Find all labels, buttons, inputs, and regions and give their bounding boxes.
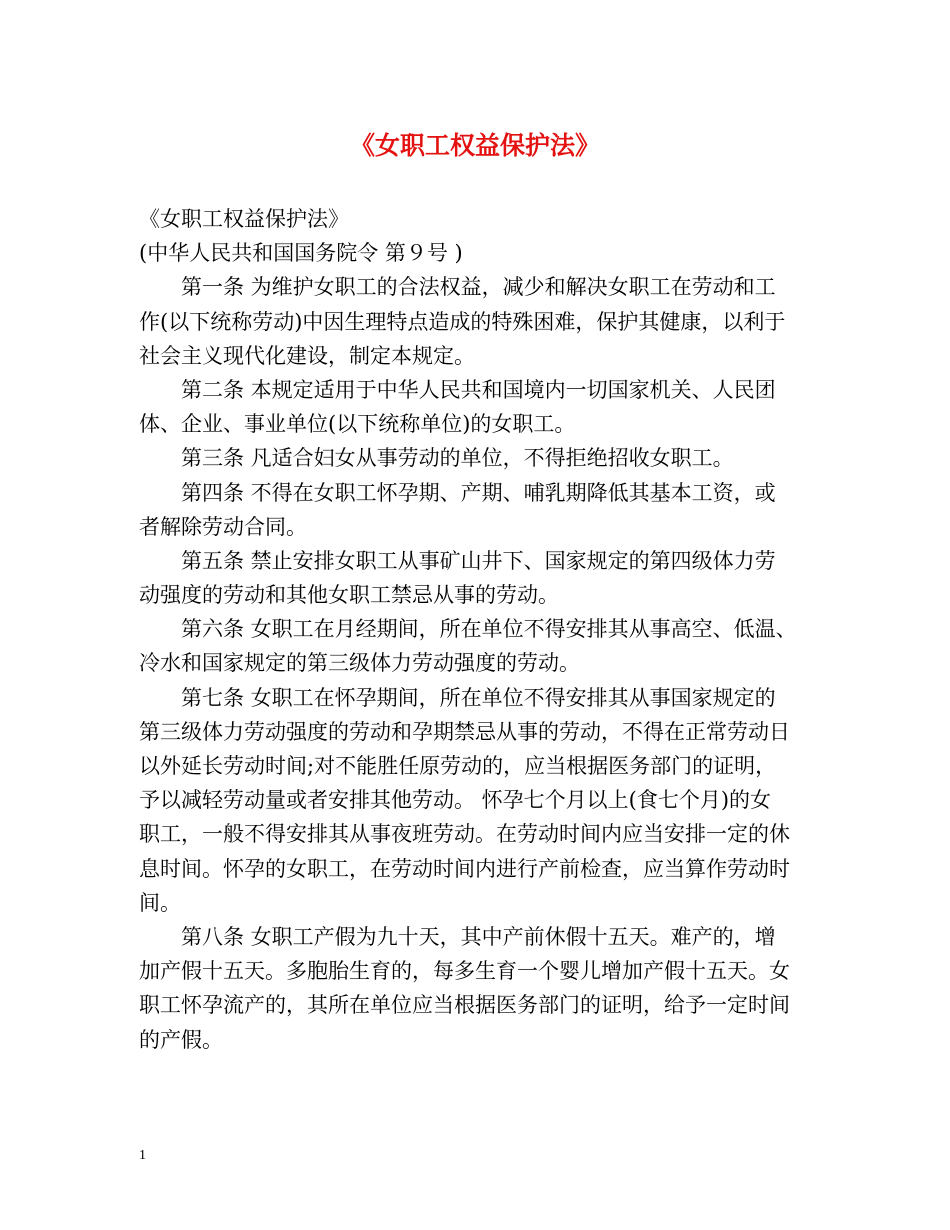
article-7-line: 职工，一般不得安排其从事夜班劳动。在劳动时间内应当安排一定的休 [139,822,790,847]
doc-line-decree: (中华人民共和国国务院令 第９号 ) [139,241,463,266]
article-8-line: 第八条 女职工产假为九十天，其中产前休假十五天。难产的，增 [181,924,776,949]
article-3-line: 第三条 凡适合妇女从事劳动的单位，不得拒绝招收女职工。 [181,446,734,471]
article-7-line: 息时间。怀孕的女职工，在劳动时间内进行产前检查，应当算作劳动时 [139,856,790,881]
doc-line-source-title: 《女职工权益保护法》 [139,207,349,231]
article-6-line: 冷水和国家规定的第三级体力劳动强度的劳动。 [139,651,580,676]
article-8-line: 加产假十五天。多胞胎生育的，每多生育一个婴儿增加产假十五天。女 [139,959,790,984]
article-1-line: 社会主义现代化建设，制定本规定。 [139,343,475,368]
document-body [139,202,829,1057]
document-title: 《女职工权益保护法》 [349,131,600,160]
article-7-line: 第三级体力劳动强度的劳动和孕期禁忌从事的劳动，不得在正常劳动日 [139,719,790,744]
article-2-line: 第二条 本规定适用于中华人民共和国境内一切国家机关、人民团 [181,377,776,402]
article-4-line: 者解除劳动合同。 [139,514,307,539]
article-7-line: 间。 [139,890,181,915]
article-6-line: 第六条 女职工在月经期间，所在单位不得安排其从事高空、低温、 [181,617,797,642]
article-7-line: 以外延长劳动时间;对不能胜任原劳动的，应当根据医务部门的证明， [139,754,777,778]
article-8-line: 职工怀孕流产的，其所在单位应当根据医务部门的证明，给予一定时间 [139,993,790,1018]
article-1-line: 作(以下统称劳动)中因生理特点造成的特殊困难，保护其健康，以利于 [139,309,786,334]
article-1-line: 第一条 为维护女职工的合法权益，减少和解决女职工在劳动和工 [181,275,776,300]
article-5-line: 动强度的劳动和其他女职工禁忌从事的劳动。 [139,583,559,608]
article-7-line: 予以减轻劳动量或者安排其他劳动。 怀孕七个月以上(食七个月)的女 [139,788,772,813]
article-2-line: 体、企业、事业单位(以下统称单位)的女职工。 [139,412,576,437]
article-8-line: 的产假。 [139,1027,223,1052]
article-4-line: 第四条 不得在女职工怀孕期、产期、哺乳期降低其基本工资，或 [181,480,776,505]
page-number: 1 [139,1148,146,1163]
article-7-line: 第七条 女职工在怀孕期间，所在单位不得安排其从事国家规定的 [181,685,776,710]
article-5-line: 第五条 禁止安排女职工从事矿山井下、国家规定的第四级体力劳 [181,548,776,573]
